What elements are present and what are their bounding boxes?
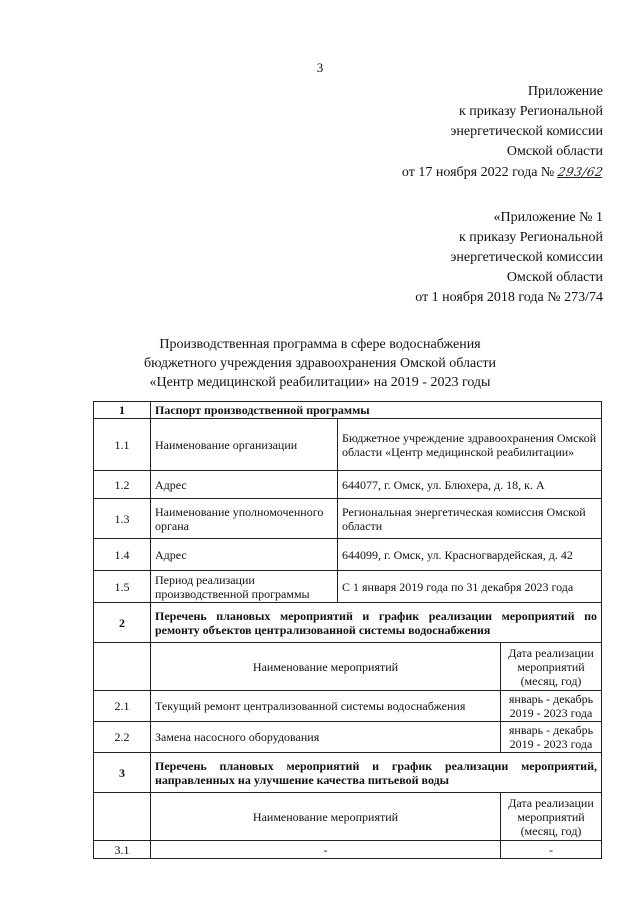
row-value: 644099, г. Омск, ул. Красногвардейская, д. 42 (338, 539, 602, 571)
column-header-date: Дата реализации мероприятий (месяц, год) (501, 793, 602, 841)
table-row (94, 419, 602, 471)
table-row (94, 691, 602, 722)
document-title (0, 335, 640, 392)
section-number: 1 (94, 402, 151, 419)
row-value: С 1 января 2019 года по 31 декабря 2023 года (338, 571, 602, 603)
section-number: 2 (94, 603, 151, 643)
row-number: 1.1 (94, 419, 151, 471)
appendix-header (402, 82, 603, 183)
table-row (94, 841, 602, 859)
row-number: 2.2 (94, 722, 151, 753)
section-row (94, 603, 602, 643)
measure-date: январь - декабрь 2019 - 2023 года (501, 722, 602, 753)
appendix-line: Омской области (506, 144, 603, 159)
measure-name: Замена насосного оборудования (151, 722, 501, 753)
appendix-line: к приказу Региональной (458, 230, 603, 245)
table-row (94, 471, 602, 499)
appendix-date: от 17 ноября 2022 года № (401, 165, 555, 180)
row-number: 1.3 (94, 499, 151, 539)
title-line: Производственная программа в сфере водоснабжения (159, 337, 481, 352)
empty-cell (94, 793, 151, 841)
column-header-name: Наименование мероприятий (151, 643, 501, 691)
measure-date: январь - декабрь 2019 - 2023 года (501, 691, 602, 722)
production-program-table (93, 401, 602, 859)
title-line: бюджетного учреждения здравоохранения Омской области (143, 356, 497, 371)
measure-name: Текущий ремонт централизованной системы водоснабжения (151, 691, 501, 722)
row-number: 3.1 (94, 841, 151, 859)
row-number: 1.5 (94, 571, 151, 603)
column-header-name: Наименование мероприятий (151, 793, 501, 841)
appendix-line: «Приложение № 1 (493, 210, 603, 225)
column-header-row (94, 643, 602, 691)
row-label: Наименование организации (151, 419, 338, 471)
previous-appendix-header (415, 208, 603, 308)
section-title: Перечень плановых мероприятий и график реализации мероприятий по ремонту объектов централизованной системы водоснабжения (151, 603, 602, 643)
section-row (94, 402, 602, 419)
appendix-line: энергетической комиссии (450, 250, 603, 265)
row-number: 2.1 (94, 691, 151, 722)
row-label: Период реализации производственной программы (151, 571, 338, 603)
appendix-date-line (402, 162, 603, 183)
appendix-line: от 1 ноября 2018 года № 273/74 (415, 290, 603, 305)
appendix-line: Приложение (527, 84, 603, 99)
title-line: «Центр медицинской реабилитации» на 2019 - 2023 годы (149, 375, 491, 390)
section-title: Паспорт производственной программы (151, 402, 602, 419)
table-row (94, 571, 602, 603)
row-label: Адрес (151, 471, 338, 499)
row-value: Региональная энергетическая комиссия Омской области (338, 499, 602, 539)
measure-date: - (501, 841, 602, 859)
row-number: 1.2 (94, 471, 151, 499)
appendix-line: энергетической комиссии (450, 124, 603, 139)
table-row (94, 539, 602, 571)
row-value: Бюджетное учреждение здравоохранения Омской области «Центр медицинской реабилитации» (338, 419, 602, 471)
page-number: 3 (316, 60, 324, 75)
table-row (94, 722, 602, 753)
row-number: 1.4 (94, 539, 151, 571)
section-row (94, 753, 602, 793)
section-number: 3 (94, 753, 151, 793)
empty-cell (94, 643, 151, 691)
table-row (94, 499, 602, 539)
section-title: Перечень плановых мероприятий и график реализации мероприятий, направленных на улучшение качества питьевой воды (151, 753, 602, 793)
row-label: Адрес (151, 539, 338, 571)
appendix-line: Омской области (506, 270, 603, 285)
row-value: 644077, г. Омск, ул. Блюхера, д. 18, к. А (338, 471, 602, 499)
measure-name: - (151, 841, 501, 859)
row-label: Наименование уполномоченного органа (151, 499, 338, 539)
appendix-line: к приказу Региональной (458, 104, 603, 119)
handwritten-order-number: 293/62 (556, 165, 605, 179)
column-header-date: Дата реализации мероприятий (месяц, год) (501, 643, 602, 691)
column-header-row (94, 793, 602, 841)
